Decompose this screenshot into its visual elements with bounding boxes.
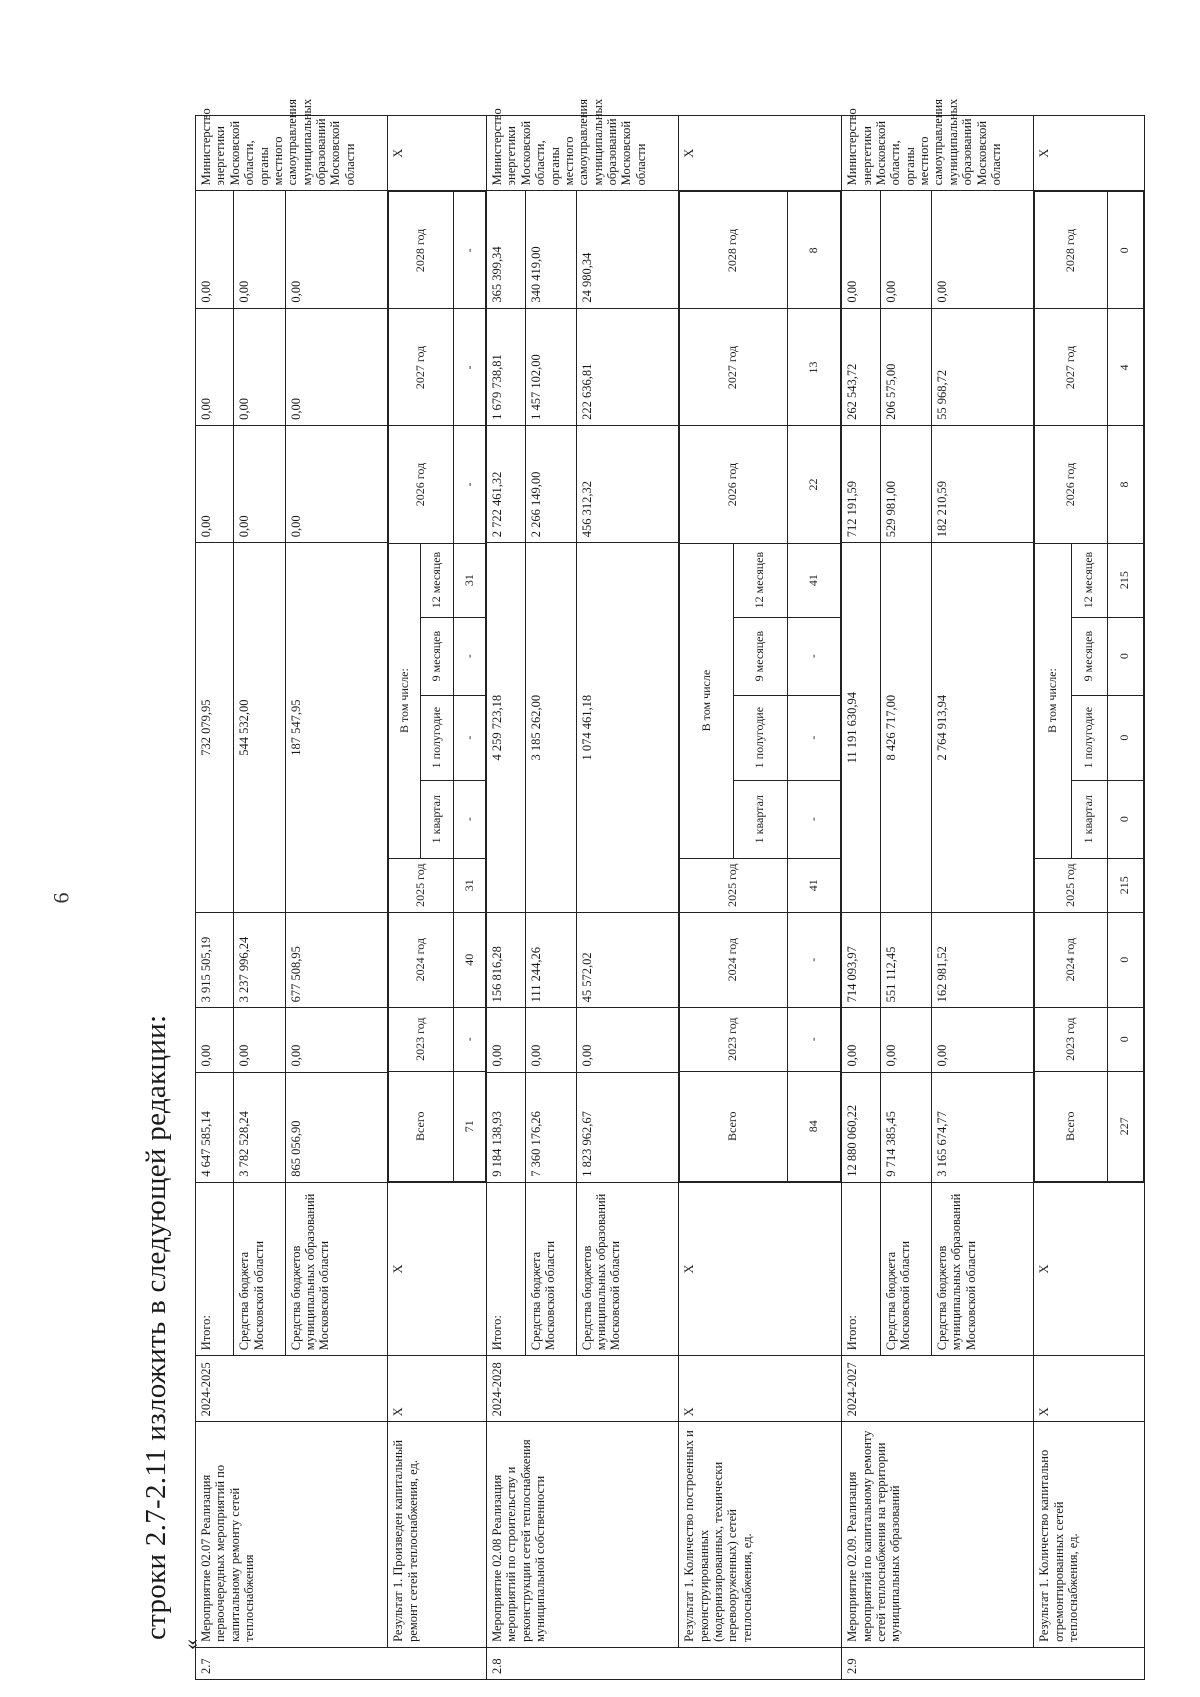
year-cell: 0,00 (285, 308, 388, 425)
rotated-table-container (195, 98, 1145, 1680)
year-cell: 0,00 (880, 191, 931, 308)
total-cell: 9 714 385,45 (880, 1072, 931, 1182)
val-2027: 4 (1107, 309, 1143, 426)
year-cell: 3 185 262,00 (525, 543, 576, 913)
year-cell: 714 093,97 (842, 913, 880, 1008)
total-cell: 3 782 528,24 (234, 1072, 285, 1182)
year-cell: 0,00 (285, 191, 388, 308)
year-cell: 55 968,72 (931, 308, 1034, 425)
source-label: Средства бюджетов муниципальных образований Московской области (576, 1182, 679, 1355)
hdr-q1: 1 квартал (421, 780, 453, 858)
row-number: 2.8 (487, 1647, 842, 1679)
year-cell: 187 547,95 (285, 543, 388, 913)
hdr-9m: 9 месяцев (733, 617, 787, 695)
result-grid-cell (388, 191, 487, 1182)
hdr-2023: 2023 год (1035, 1007, 1107, 1071)
opening-quote: « (178, 1639, 203, 1650)
result-grid (679, 191, 841, 1181)
year-cell: 222 636,81 (576, 308, 679, 425)
year-cell: 0,00 (842, 1008, 880, 1072)
year-cell: 3 915 505,19 (196, 913, 234, 1008)
year-cell: 0,00 (576, 1008, 679, 1072)
val-2027: - (453, 309, 485, 426)
year-cell: 24 980,34 (576, 191, 679, 308)
year-cell: 3 237 996,24 (234, 913, 285, 1008)
val-2028: 0 (1107, 192, 1143, 309)
measure-name: Мероприятие 02.08 Реализация мероприятий по строительству и реконструкции сетей теплоснабжения муниципальной собственности (487, 1422, 679, 1648)
year-cell: 162 981,52 (931, 913, 1034, 1008)
hdr-total: Всего (389, 1071, 454, 1181)
val-2026: 8 (1107, 426, 1143, 543)
hdr-including: В том числе: (1035, 543, 1071, 858)
year-cell: 0,00 (842, 191, 880, 308)
hdr-2023: 2023 год (389, 1007, 454, 1071)
result-label: Результат 1. Произведен капитальный ремонт сетей теплоснабжения, ед. (388, 1422, 487, 1648)
year-cell: 0,00 (880, 1008, 931, 1072)
val-2025: 41 (787, 858, 841, 912)
year-cell: 1 074 461,18 (576, 543, 679, 913)
val-9m: - (453, 617, 485, 695)
measure-name: Мероприятие 02.07 Реализация первоочередных мероприятий по капитальному ремонту сетей теплоснабжения (196, 1422, 388, 1648)
year-cell: 182 210,59 (931, 425, 1034, 542)
hdr-q1: 1 квартал (1071, 780, 1107, 858)
hdr-2027: 2027 год (680, 309, 787, 426)
val-q1: - (453, 780, 485, 858)
year-cell: 544 532,00 (234, 543, 285, 913)
year-cell: 0,00 (285, 1008, 388, 1072)
year-cell: 206 575,00 (880, 308, 931, 425)
hdr-9m: 9 месяцев (421, 617, 453, 695)
val-2025: 215 (1107, 858, 1143, 912)
hdr-including: В том числе: (389, 543, 421, 858)
year-cell: 0,00 (196, 308, 234, 425)
hdr-12m: 12 месяцев (421, 543, 453, 617)
total-cell: 7 360 176,26 (525, 1072, 576, 1182)
val-2027: 13 (787, 309, 841, 426)
period-cell: 2024-2028 (487, 1356, 679, 1422)
source-label: Средства бюджета Московской области (525, 1182, 576, 1355)
hdr-2025: 2025 год (680, 858, 787, 912)
table-row (842, 116, 880, 1680)
total-cell: 3 165 674,77 (931, 1072, 1034, 1182)
val-2023: - (787, 1007, 841, 1071)
val-2028: - (453, 192, 485, 309)
result-label: Результат 1. Количество капитально отремонтированных сетей теплоснабжения, ед. (1034, 1422, 1145, 1648)
year-cell: 0,00 (931, 1008, 1034, 1072)
hdr-2026: 2026 год (680, 426, 787, 543)
hdr-h1: 1 полугодие (1071, 695, 1107, 780)
row-number: 2.7 (196, 1647, 487, 1679)
year-cell: 8 426 717,00 (880, 543, 931, 913)
year-cell: 732 079,95 (196, 543, 234, 913)
val-12m: 41 (787, 543, 841, 617)
source-label: Итого: (487, 1182, 525, 1355)
period-cell: X (679, 1356, 842, 1422)
val-9m: 0 (1107, 617, 1143, 695)
page-number: 6 (48, 892, 74, 904)
result-grid (388, 191, 486, 1181)
hdr-2028: 2028 год (389, 192, 454, 309)
responsible-cell: X (679, 116, 842, 191)
hdr-12m: 12 месяцев (733, 543, 787, 617)
source-label: X (1034, 1182, 1145, 1355)
source-label: Средства бюджета Московской области (234, 1182, 285, 1355)
hdr-2028: 2028 год (680, 192, 787, 309)
year-cell: 45 572,02 (576, 913, 679, 1008)
row-number: 2.9 (842, 1647, 1145, 1679)
source-label: Средства бюджета Московской области (880, 1182, 931, 1355)
val-9m: - (787, 617, 841, 695)
val-h1: - (453, 695, 485, 780)
responsible-cell: X (388, 116, 487, 191)
year-cell: 0,00 (196, 425, 234, 542)
year-cell: 156 816,28 (487, 913, 525, 1008)
val-total: 71 (453, 1071, 485, 1181)
hdr-total: Всего (680, 1071, 787, 1181)
year-cell: 0,00 (931, 191, 1034, 308)
result-row (679, 116, 842, 1680)
val-2023: 0 (1107, 1007, 1143, 1071)
year-cell: 0,00 (234, 1008, 285, 1072)
year-cell: 2 722 461,32 (487, 425, 525, 542)
result-grid-cell (1034, 191, 1145, 1182)
source-label: X (388, 1182, 487, 1355)
hdr-2025: 2025 год (1035, 858, 1107, 912)
year-cell: 529 981,00 (880, 425, 931, 542)
hdr-2023: 2023 год (680, 1007, 787, 1071)
source-label: X (679, 1182, 842, 1355)
year-cell: 2 764 913,94 (931, 543, 1034, 913)
hdr-q1: 1 квартал (733, 780, 787, 858)
val-12m: 31 (453, 543, 485, 617)
table-row (487, 116, 525, 1680)
val-h1: 0 (1107, 695, 1143, 780)
val-q1: - (787, 780, 841, 858)
val-2024: 40 (453, 912, 485, 1007)
hdr-2028: 2028 год (1035, 192, 1107, 309)
total-cell: 9 184 138,93 (487, 1072, 525, 1182)
year-cell: 262 543,72 (842, 308, 880, 425)
val-2026: - (453, 426, 485, 543)
total-cell: 865 056,90 (285, 1072, 388, 1182)
source-label: Итого: (842, 1182, 880, 1355)
hdr-2027: 2027 год (389, 309, 454, 426)
result-label: Результат 1. Количество построенных и реконструированных (модернизированных, технически перевооруженных) сетей теплоснабжения, ед. (679, 1422, 842, 1648)
year-cell: 551 112,45 (880, 913, 931, 1008)
hdr-2026: 2026 год (1035, 426, 1107, 543)
val-2023: - (453, 1007, 485, 1071)
result-row (1034, 116, 1145, 1680)
responsible-cell: X (1034, 116, 1145, 191)
table-row (196, 116, 234, 1680)
year-cell: 0,00 (487, 1008, 525, 1072)
hdr-2024: 2024 год (389, 912, 454, 1007)
source-label: Средства бюджетов муниципальных образований Московской области (285, 1182, 388, 1355)
hdr-9m: 9 месяцев (1071, 617, 1107, 695)
val-h1: - (787, 695, 841, 780)
responsible-cell: Министерство энергетики Московской области, органы местного самоуправления муниципальных образований Московской области (842, 116, 1034, 191)
year-cell: 0,00 (234, 191, 285, 308)
year-cell: 11 191 630,94 (842, 543, 880, 913)
year-cell: 0,00 (196, 191, 234, 308)
result-grid-cell (679, 191, 842, 1182)
amendment-heading: строки 2.7-2.11 изложить в следующей редакции: (140, 1014, 172, 1640)
year-cell: 677 508,95 (285, 913, 388, 1008)
period-cell: 2024-2025 (196, 1356, 388, 1422)
source-label: Средства бюджетов муниципальных образований Московской области (931, 1182, 1034, 1355)
hdr-2024: 2024 год (1035, 912, 1107, 1007)
hdr-2025: 2025 год (389, 858, 454, 912)
total-cell: 12 880 060,22 (842, 1072, 880, 1182)
source-label: Итого: (196, 1182, 234, 1355)
hdr-total: Всего (1035, 1071, 1107, 1181)
year-cell: 4 259 723,18 (487, 543, 525, 913)
val-2026: 22 (787, 426, 841, 543)
val-total: 227 (1107, 1071, 1143, 1181)
year-cell: 340 419,00 (525, 191, 576, 308)
period-cell: X (1034, 1356, 1145, 1422)
year-cell: 111 244,26 (525, 913, 576, 1008)
year-cell: 0,00 (525, 1008, 576, 1072)
year-cell: 0,00 (234, 425, 285, 542)
total-cell: 4 647 585,14 (196, 1072, 234, 1182)
year-cell: 456 312,32 (576, 425, 679, 542)
hdr-2026: 2026 год (389, 426, 454, 543)
total-cell: 1 823 962,67 (576, 1072, 679, 1182)
val-2028: 8 (787, 192, 841, 309)
year-cell: 1 457 102,00 (525, 308, 576, 425)
period-cell: 2024-2027 (842, 1356, 1034, 1422)
hdr-12m: 12 месяцев (1071, 543, 1107, 617)
val-2025: 31 (453, 858, 485, 912)
hdr-including: В том числе (680, 543, 734, 858)
hdr-2027: 2027 год (1035, 309, 1107, 426)
val-12m: 215 (1107, 543, 1143, 617)
val-q1: 0 (1107, 780, 1143, 858)
year-cell: 365 399,34 (487, 191, 525, 308)
measure-name: Мероприятие 02.09. Реализация мероприятий по капитальному ремонту сетей теплоснабжения на территории муниципальных образований (842, 1422, 1034, 1648)
responsible-cell: Министерство энергетики Московской области, органы местного самоуправления муниципальных образований Московской области (196, 116, 388, 191)
hdr-2024: 2024 год (680, 912, 787, 1007)
year-cell: 1 679 738,81 (487, 308, 525, 425)
program-table (195, 98, 1145, 1680)
hdr-h1: 1 полугодие (421, 695, 453, 780)
result-row (388, 116, 487, 1680)
year-cell: 0,00 (234, 308, 285, 425)
val-2024: 0 (1107, 912, 1143, 1007)
year-cell: 0,00 (196, 1008, 234, 1072)
hdr-h1: 1 полугодие (733, 695, 787, 780)
val-2024: - (787, 912, 841, 1007)
val-total: 84 (787, 1071, 841, 1181)
responsible-cell: Министерство энергетики Московской области, органы местного самоуправления муниципальных образований Московской области (487, 116, 679, 191)
period-cell: X (388, 1356, 487, 1422)
result-grid (1034, 191, 1144, 1181)
year-cell: 2 266 149,00 (525, 425, 576, 542)
year-cell: 712 191,59 (842, 425, 880, 542)
year-cell: 0,00 (285, 425, 388, 542)
